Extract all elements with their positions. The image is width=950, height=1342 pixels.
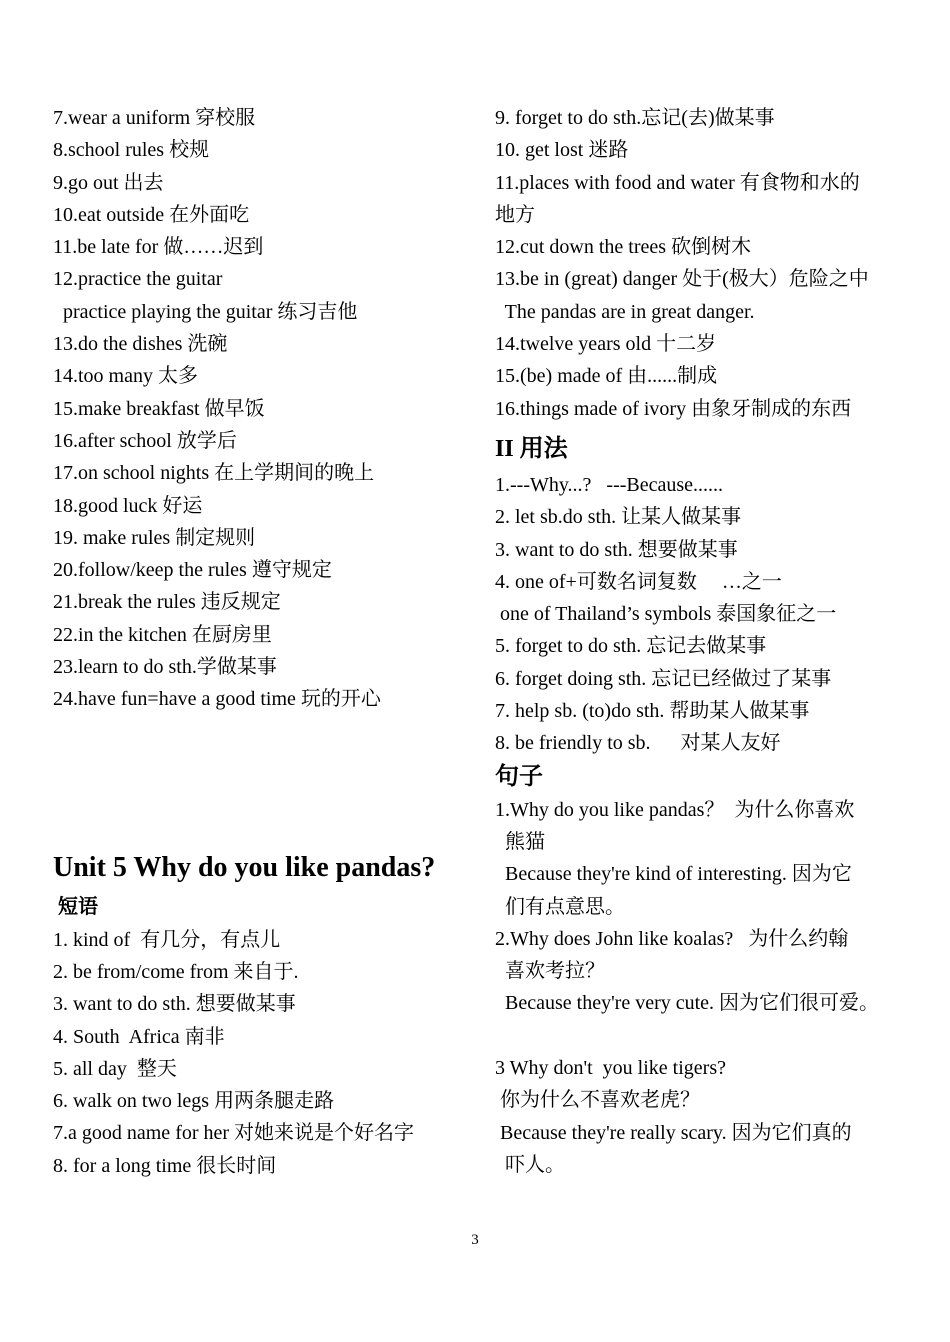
sentence-line: Because they're kind of interesting. 因为它 <box>495 863 852 886</box>
usage-item: 8. be friendly to sb. 对某人友好 <box>495 732 781 755</box>
vocab-item: 9.go out 出去 <box>53 171 164 194</box>
vocab-item: practice playing the guitar 练习吉他 <box>53 300 358 323</box>
right-column <box>495 102 925 1181</box>
vocab-item: 11.places with food and water 有食物和水的 <box>495 171 860 194</box>
vocab-item: 15.(be) made of 由......制成 <box>495 365 718 388</box>
vocab-item: 22.in the kitchen 在厨房里 <box>53 623 272 646</box>
sentence-line: 们有点意思。 <box>495 895 625 918</box>
phrase-item: 1. kind of 有几分，有点儿 <box>53 928 281 951</box>
usage-item: 6. forget doing sth. 忘记已经做过了某事 <box>495 667 832 690</box>
sentence-line: 1.Why do you like pandas？ 为什么你喜欢 <box>495 798 855 821</box>
vocab-list-continued <box>53 102 473 716</box>
sentence-line: 喜欢考拉？ <box>495 960 605 983</box>
vocab-item: 7.wear a uniform 穿校服 <box>53 107 256 129</box>
phrase-item: 6. walk on two legs 用两条腿走路 <box>53 1090 335 1113</box>
vocab-item: 18.good luck 好运 <box>53 494 203 517</box>
vocab-item: 12.cut down the trees 砍倒树木 <box>495 236 752 259</box>
phrase-item: 3. want to do sth. 想要做某事 <box>53 993 296 1016</box>
usage-item: 1.---Why...? ---Because...... <box>495 473 724 496</box>
sentences-heading: 句子 <box>495 763 543 790</box>
vocab-item: 16.things made of ivory 由象牙制成的东西 <box>495 397 852 420</box>
vocab-item: 15.make breakfast 做早饭 <box>53 397 265 420</box>
sentence-line: Because they're really scary. 因为它们真的 <box>495 1121 852 1144</box>
vocab-item: 13.be in (great) danger 处于(极大）危险之中 <box>495 268 869 291</box>
usage-list <box>495 469 925 760</box>
vocab-item: 11.be late for 做……迟到 <box>53 236 264 259</box>
sentence-line: 2.Why does John like koalas? 为什么约翰 <box>495 927 849 950</box>
usage-item: 4. one of+可数名词复数 …之一 <box>495 570 782 593</box>
sentence-line: 吓人。 <box>495 1153 565 1176</box>
usage-item: 5. forget to do sth. 忘记去做某事 <box>495 635 767 658</box>
vocab-item: 9. forget to do sth.忘记(去)做某事 <box>495 107 775 129</box>
vocab-item: 10.eat outside 在外面吃 <box>53 203 250 226</box>
sentence-line: Because they're very cute. 因为它们很可爱。 <box>495 992 880 1015</box>
vocab-item: 24.have fun=have a good time 玩的开心 <box>53 688 381 711</box>
usage-heading: II 用法 <box>495 435 568 462</box>
vocab-item: 16.after school 放学后 <box>53 429 237 452</box>
phrases-heading: 短语 <box>53 895 98 918</box>
unit-title: Unit 5 Why do you like pandas? <box>53 851 436 883</box>
vocab-item: 13.do the dishes 洗碗 <box>53 333 228 356</box>
phrases-list <box>53 924 473 1182</box>
vocab-list-right <box>495 102 925 425</box>
sentence-line: 3 Why don't you like tigers? <box>495 1057 726 1080</box>
phrase-item: 8. for a long time 很长时间 <box>53 1154 277 1177</box>
phrase-item: 5. all day 整天 <box>53 1057 177 1080</box>
vocab-item: 10. get lost 迷路 <box>495 139 629 162</box>
vocab-item: 12.practice the guitar <box>53 268 223 291</box>
page-number: 3 <box>471 1232 479 1248</box>
vocab-item: 地方 <box>495 203 535 226</box>
sentence-line <box>495 1020 925 1052</box>
sentence-line: 熊猫 <box>495 830 545 853</box>
phrase-item: 7.a good name for her 对她来说是个好名字 <box>53 1122 415 1145</box>
sentence-line: 你为什么不喜欢老虎？ <box>495 1089 700 1112</box>
left-column <box>53 102 473 1182</box>
vocab-item: 8.school rules 校规 <box>53 139 210 162</box>
usage-item: one of Thailand’s symbols 泰国象征之一 <box>495 603 837 626</box>
usage-item: 3. want to do sth. 想要做某事 <box>495 538 738 561</box>
usage-item: 7. help sb. (to)do sth. 帮助某人做某事 <box>495 700 810 723</box>
vocab-item: 19. make rules 制定规则 <box>53 526 256 549</box>
vocab-item: 21.break the rules 违反规定 <box>53 591 281 614</box>
phrase-item: 2. be from/come from 来自于. <box>53 960 299 983</box>
phrase-item: 4. South Africa 南非 <box>53 1025 225 1048</box>
vocab-item: 17.on school nights 在上学期间的晚上 <box>53 462 375 485</box>
vocab-item: 14.too many 太多 <box>53 365 198 388</box>
vocab-item: 23.learn to do sth.学做某事 <box>53 656 277 679</box>
sentences-list <box>495 794 925 1182</box>
usage-item: 2. let sb.do sth. 让某人做某事 <box>495 506 742 529</box>
vocab-item: The pandas are in great danger. <box>495 300 755 323</box>
vocab-item: 14.twelve years old 十二岁 <box>495 333 717 356</box>
vocab-item: 20.follow/keep the rules 遵守规定 <box>53 559 332 582</box>
column-gap <box>53 716 473 846</box>
